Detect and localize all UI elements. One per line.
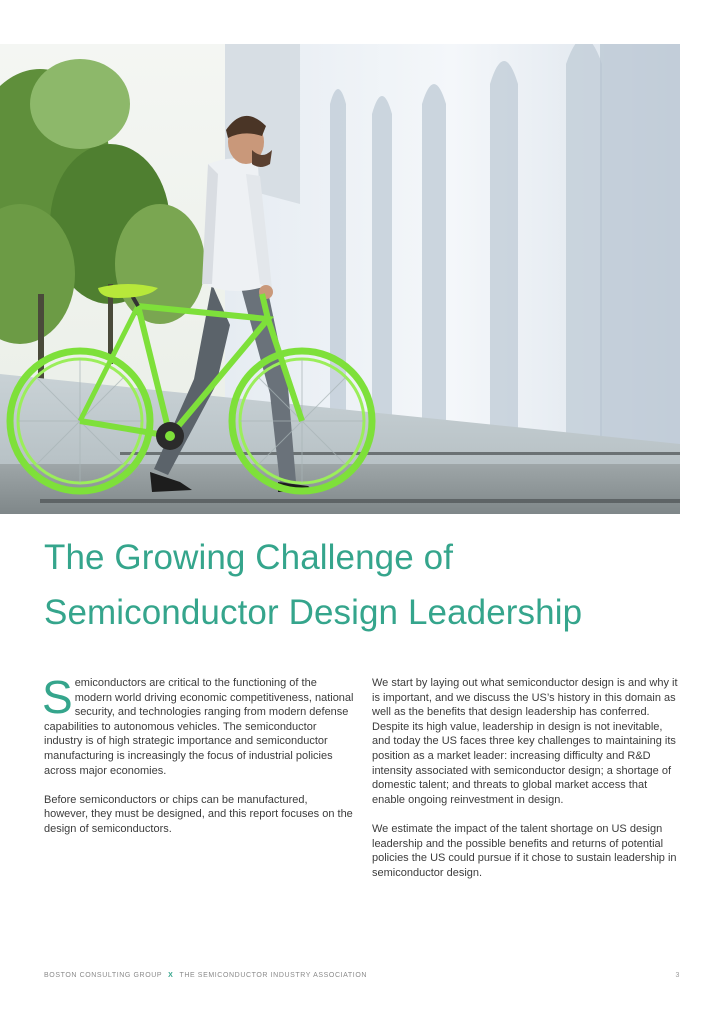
- body-column-left: [42, 671, 354, 851]
- paragraph-challenges: We start by laying out what semiconductor design is and why it is important, and we discuss the US’s history in this domain as well as the benefits that design leadership has conferred. Despite its high value, leadership in design is not inevitable, and today the US faces three key challenges to maintaining its position as a market leader: increasing difficulty and R&D intensity associated with semiconductor design; a shortage of domestic talent; and threats to global market access that enable ongoing reinvestment in design.: [372, 677, 678, 806]
- footer-org-bcg: BOSTON CONSULTING GROUP: [44, 972, 163, 979]
- footer-separator: X: [168, 972, 174, 979]
- dropcap-letter: S: [42, 671, 73, 723]
- page-number: 3: [675, 972, 680, 979]
- intro-paragraph: [42, 671, 354, 778]
- page-title-line-2: Semiconductor Design Leadership: [44, 593, 583, 632]
- paragraph-talent-shortage: We estimate the impact of the talent shortage on US design leadership and the possible benefits and returns of potential policies the US could pursue if it chose to sustain leadership in semiconductor design.: [372, 822, 677, 879]
- intro-paragraph-text: emiconductors are critical to the functioning of the modern world driving economic competitiveness, national security, and technologies ranging from modern defense capabilities to autonomous vehicles. The semiconductor industry is of high strategic importance and semiconductor manufacturing is increasingly the focus of industrial policies across major economies.: [44, 677, 354, 777]
- hero-photo: [0, 44, 680, 514]
- page-footer: [44, 972, 680, 979]
- body-column-right: [372, 676, 682, 895]
- page-title-line-1: The Growing Challenge of: [44, 538, 454, 577]
- hero-photo-illustration: [0, 44, 680, 514]
- paragraph-design-focus: Before semiconductors or chips can be manufactured, however, they must be designed, and this report focuses on the design of semiconductors.: [44, 793, 353, 835]
- page-title: [44, 530, 684, 640]
- footer-org-sia: THE SEMICONDUCTOR INDUSTRY ASSOCIATION: [179, 972, 368, 979]
